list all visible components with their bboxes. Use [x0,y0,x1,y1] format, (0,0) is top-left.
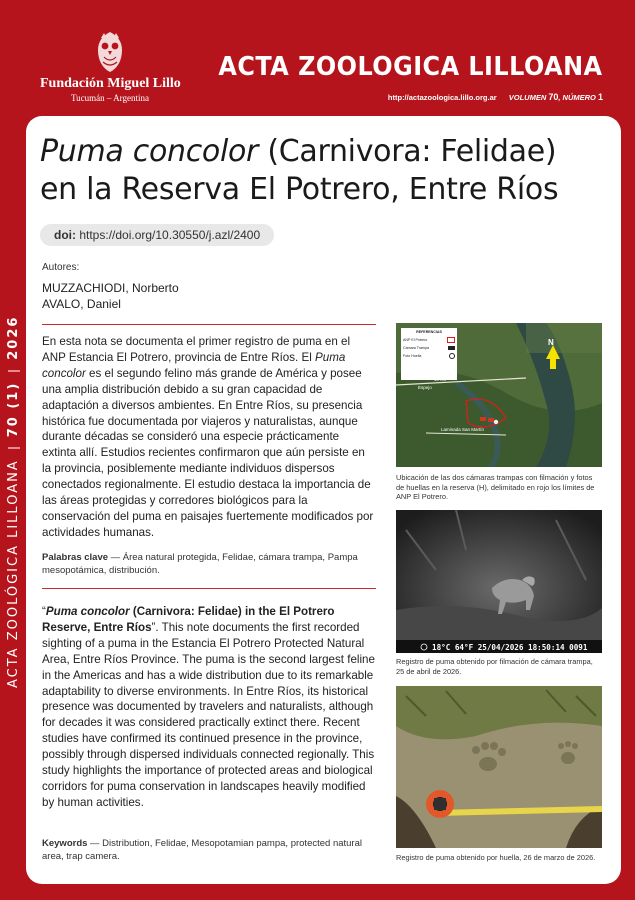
foundation-logo[interactable] [40,30,180,103]
boundary-swatch [447,337,455,343]
journal-meta: http://actazoologica.lillo.org.ar VOLUMEN 70, NÚMERO 1 [387,92,603,102]
legend-item: ANP El Potrero [403,338,428,342]
abstract-en-species: Puma concolor [45,605,130,618]
keywords-en-text: — Distribution, Felidae, Mesopotamian pampa, protected natural area, trap camera. [42,838,362,862]
title-species: Puma concolor [40,134,259,169]
article-title [40,133,600,209]
abstract-en [42,604,376,811]
camera-stamp: 18°C 64°F 25/04/2026 18:50:14 0091 [432,643,588,652]
foundation-name: Fundación Miguel Lillo [40,76,181,91]
divider [42,588,376,589]
abstract-es-species: Puma concolor [42,350,346,380]
footprint-photo [396,686,602,848]
camera-trap-photo [396,510,602,653]
figure-map[interactable] [396,323,602,467]
abstract-es [42,334,376,541]
side-banner [4,300,26,700]
doi-link[interactable]: https://doi.org/10.30550/j.azl/2400 [79,228,261,242]
doi-label: doi: [54,228,76,242]
figure-caption: Ubicación de las dos cámaras trampas con filmación y fotos de huellas en la reserva (H), delimitado en rojo los límites de ANP El Potrero. [396,473,595,502]
legend-item: Foto Huella [403,354,422,358]
keywords-es-text: — Área natural protegida, Felidae, cámara trampa, Pampa mesopotámica, distribución. [42,552,358,576]
quote-mark: “ [42,605,46,618]
side-separator [8,370,20,372]
map-road-label: Espejo [418,385,432,390]
divider [42,324,376,325]
quote-mark: ”. [151,620,159,634]
author-name: AVALO, Daniel [42,297,121,311]
keywords-en-label: Keywords [42,838,88,849]
title-rest: (Carnivora: Felidae) [258,134,557,169]
side-text [6,316,21,688]
authors-label: Autores: [42,262,80,273]
issue-number: 1 [597,92,603,102]
side-year: 2026 [6,315,21,360]
keywords-en [42,837,376,863]
journal-title: ACTA ZOOLOGICA LILLOANA [218,52,603,82]
footprint-icon [449,353,455,359]
volume-label: VOLUMEN [508,93,547,102]
north-label: N [548,338,554,347]
abstract-en-text: This note documents the first recorded sighting of a puma in the Estancia El Potrero Protected Natural Area, Entre Ríos Province. The puma is the second largest feline in the Americas and has a wide distribution due to its remarkable adaptability to diverse environments. In Entre Ríos, its historical presence was documented by travelers and naturalists, although for decades it was considered practically extinct there. Recent studies have confirmed its continued presence in the province, possibly through dispersed individuals connected regionally. This study highlights the importance of protected areas and biological corridors for puma conservation in landscapes heavily modified by human activities. [42,620,375,809]
side-journal: ACTA ZOOLÓGICA LILLOANA [6,459,21,688]
abstract-en-title: (Carnivora: Felidae) in the El Potrero Reserve, Entre Ríos [42,605,335,634]
figure-camera-trap[interactable] [396,510,602,653]
map-legend [401,328,457,380]
legend-item: Cámara Trampa [403,346,429,350]
camera-icon [448,346,455,350]
foundation-location: Tucumán – Argentina [71,93,149,103]
map-road-label: Laminada San Martín [441,427,485,432]
title-line2: en la Reserva El Potrero, Entre Ríos [40,172,559,207]
figure-caption: Registro de puma obtenido por filmación de cámara trampa, 25 de abril de 2026. [396,657,593,676]
author-name: MUZZACHIODI, Norberto [42,281,179,295]
doi-badge[interactable] [40,224,274,246]
volume-number: 70 [548,92,559,102]
keywords-es-label: Palabras clave [42,552,109,563]
abstract-es-text: En esta nota se documenta el primer registro de puma en el ANP Estancia El Potrero, provincia de Entre Ríos. El [42,335,351,364]
side-issue: 70 (1) [6,381,21,438]
keywords-es [42,551,376,577]
legend-title: REFERENCIAS [416,330,442,334]
journal-url[interactable]: http://actazoologica.lillo.org.ar [387,93,497,102]
owl-logo-icon [90,30,130,74]
figure-caption: Registro de puma obtenido por huella, 26 de marzo de 2026. [396,853,596,862]
abstract-es-text: es el segundo felino más grande de América y posee una amplia distribución debido a su gran capacidad de adaptación a diversos ambientes. En Entre Ríos, su presencia histórica fue documentada por viajeros y naturalistas, aunque durante décadas se consideró una especie prácticamente extinta allí. Estudios recientes confirmaron que aún persiste en la provincia, posiblemente mediante individuos dispersos conectados regionalmente. El estudio destaca la importancia de las áreas protegidas y corredores biológicos para la conservación del puma en paisajes fuertemente modificados por actividades humanas. [42,366,374,539]
number-label: NÚMERO [562,93,596,102]
figure-footprint[interactable] [396,686,602,848]
side-separator [8,447,20,449]
